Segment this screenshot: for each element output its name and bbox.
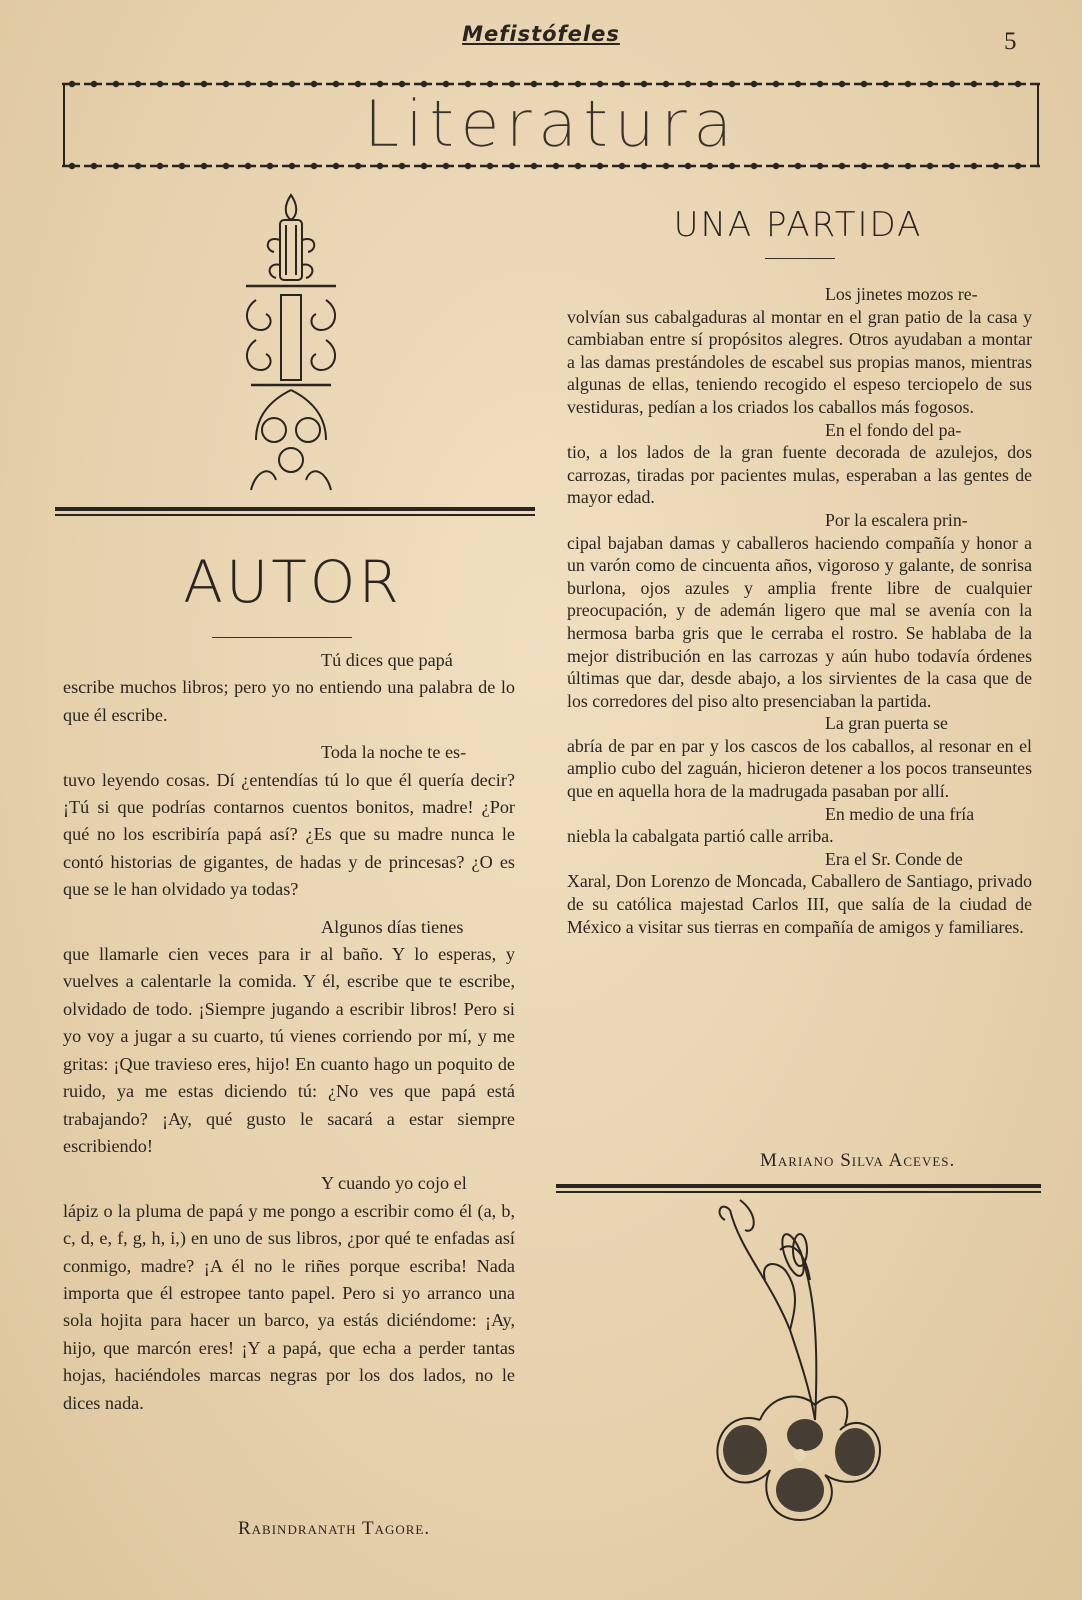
paragraph-text: tuvo leyendo cosas. Dí ¿entendías tú lo que él quería decir? ¡Tú si que podrías contarnos cuentos bonitos, madre! ¿Por qué no los escribiría papá así? ¿Es que su madre nunca le contó historias de gigantes, de hadas y de princesas? ¿O es que se le han olvidado ya todas?: [63, 769, 515, 900]
paragraph: [63, 739, 515, 903]
partida-title: UNA PARTIDA: [673, 205, 923, 245]
paragraph: [63, 647, 515, 729]
paragraph: [63, 1170, 515, 1417]
partida-title-rule: [765, 258, 835, 259]
paragraph-lead: Tú dices que papá: [321, 650, 453, 670]
autor-author: Rabindranath Tagore.: [238, 1518, 431, 1539]
paragraph-lead: Por la escalera prin-: [825, 509, 968, 530]
paragraph-lead: Era el Sr. Conde de: [825, 848, 963, 869]
paragraph-text: que llamarle cien veces para ir al baño. Y lo esperas, y vuelves a calentarle la comida. Y él, escribe que te escribe, olvidado de todo. ¡Siempre jugando a escribir libros! Pero si yo voy a jugar a su cuarto, tú vienes corriendo por mí, y me gritas: ¡Que travieso eres, hijo! En cuanto hago un poquito de ruido, ya me estas diciendo tú: ¿No ves que papá está trabajando? ¡Ay, qué gusto le sacará a estar siempre escribiendo!: [63, 944, 515, 1156]
paragraph-text: Xaral, Don Lorenzo de Moncada, Caballero de Santiago, privado de su católica majestad Carlos III, que salía de la ciudad de México a visitar sus tierras en compañía de amigos y familiares.: [567, 871, 1032, 937]
banner-title: Literatura: [363, 88, 739, 162]
paragraph: [567, 848, 1032, 938]
autor-title: AUTOR: [183, 548, 402, 616]
partida-body: [567, 283, 1032, 938]
paragraph-lead: Algunos días tienes: [321, 916, 464, 937]
paragraph-lead: En el fondo del pa-: [825, 419, 962, 440]
autor-title-rule: [212, 637, 352, 638]
left-double-rule: [55, 505, 535, 519]
paragraph: [567, 712, 1032, 802]
magazine-name: Mefistófeles: [462, 22, 620, 46]
paragraph: [63, 914, 515, 1161]
paragraph-text: cipal bajaban damas y caballeros haciendo compañía y honor a un varón como de cincuenta años, vigoroso y galante, de sonrisa burlona, ojos azules y amplia frente libre de cualquier preocupación, y de ademán ligero que mal se avenía con la hermosa barba gris que le cerraba el rostro. Se hablaba de la mejor distribución en las carrozas y aún hubo todavía órdenes últimas que dar, desde abajo, a los sirvientes de la casa que de los corredores del piso alto presenciaban la partida.: [567, 532, 1032, 711]
paragraph-text: lápiz o la pluma de papá y me pongo a escribir como él (a, b, c, d, e, f, g, h, i,) en uno de sus libros, ¿por qué te enfadas así conmigo, madre? ¡A él no le riñes porque escriba! Nada importa que él estropee tanto papel. Pero si yo arranco una sola hojita para hacer un barco, ya estás diciéndome: ¡Ay, hijo, que marcón eres! ¡Y a papá, que echa a perder tantas hojas, haciéndoles marcas negras por los dos lados, no le dices nada.: [63, 1200, 515, 1413]
paragraph: [567, 419, 1032, 509]
paragraph: [567, 283, 1032, 419]
paragraph-text: abría de par en par y los cascos de los caballos, al resonar en el amplio cubo del zaguán, hicieron detener a los pocos transeuntes que en aquella hora de la madrugada pasaban por allí.: [567, 735, 1032, 802]
paragraph-lead: Toda la noche te es-: [321, 742, 467, 763]
paragraph-text: escribe muchos libros; pero yo no entiendo una palabra de lo que él escribe.: [63, 677, 515, 725]
paragraph-text: volvían sus cabalgaduras al montar en el gran patio de la casa y cambiaban entre sí propósitos alegres. Otros ayudaban a montar a las damas prestándoles de escabel sus propias manos, mientras algunas de ellas, teniendo recogido el espeso terciopelo de sus vestiduras, pedían a los criados los caballos más fogosos.: [567, 306, 1032, 417]
paragraph-lead: Los jinetes mozos re-: [825, 284, 978, 304]
paragraph: [567, 803, 1032, 848]
section-banner: [62, 80, 1040, 168]
paragraph-lead: La gran puerta se: [825, 713, 948, 734]
partida-author: Mariano Silva Aceves.: [760, 1150, 956, 1171]
paragraph: [567, 509, 1032, 712]
paragraph-text: tio, a los lados de la gran fuente decorada de azulejos, dos carrozas, tiradas por pacientes mulas, esperaban a las gentes de mayor edad.: [567, 442, 1032, 508]
paragraph-lead: En medio de una fría: [825, 803, 975, 824]
paragraph-text: niebla la cabalgata partió calle arriba.: [567, 826, 834, 847]
decorative-ornament-icon: [236, 190, 346, 505]
flower-illustration-icon: [700, 1190, 930, 1550]
autor-body: [63, 647, 515, 1417]
paragraph-lead: Y cuando yo cojo el: [321, 1173, 467, 1194]
page-number: 5: [1004, 28, 1017, 55]
